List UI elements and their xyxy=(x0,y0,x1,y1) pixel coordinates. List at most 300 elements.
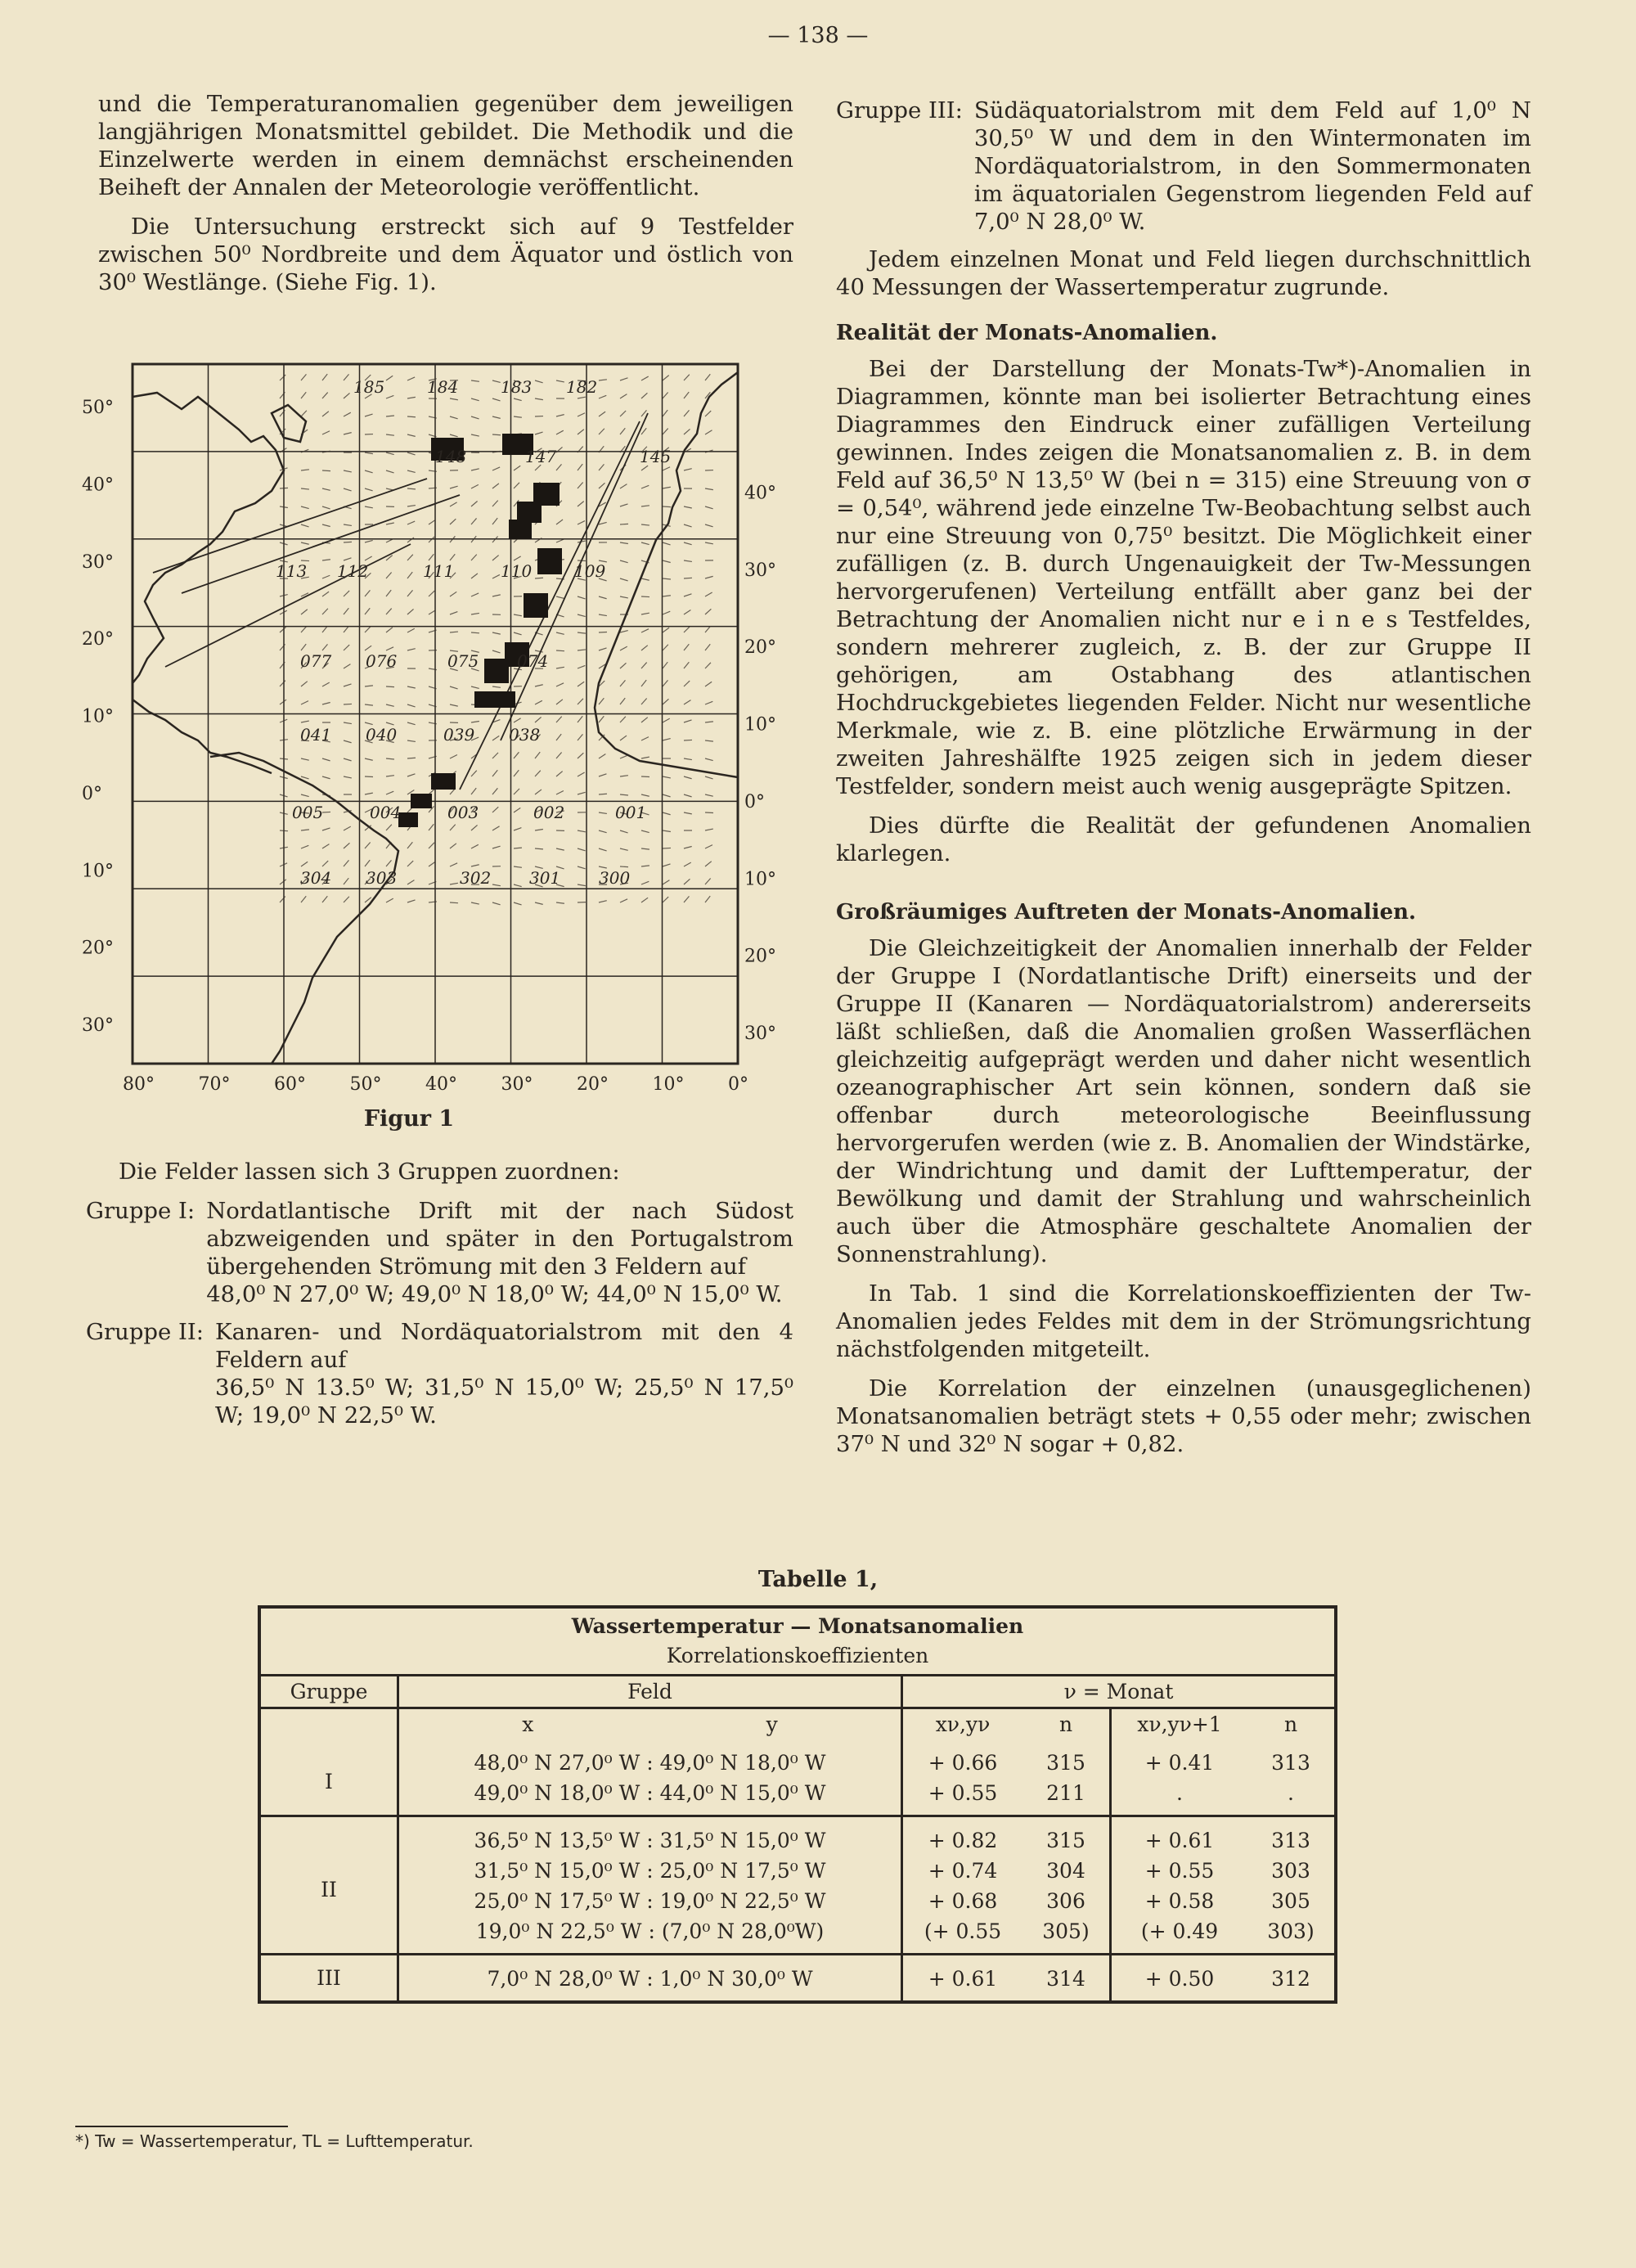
current-arrow xyxy=(578,413,585,416)
current-arrow xyxy=(535,752,540,758)
current-arrow xyxy=(344,645,349,650)
field-number: 002 xyxy=(533,803,565,822)
current-arrow xyxy=(641,794,649,796)
current-arrow xyxy=(322,844,329,848)
current-arrow xyxy=(641,524,649,525)
current-arrow xyxy=(322,431,330,434)
current-arrow xyxy=(450,704,458,706)
current-arrow xyxy=(322,470,330,471)
current-arrow xyxy=(684,720,692,722)
table-body xyxy=(259,1739,1336,2002)
current-arrow xyxy=(684,524,692,527)
n-next-cell: 313 xyxy=(1271,1829,1310,1852)
latitude-label: 0° xyxy=(744,791,765,812)
feld-cell: 19,0⁰ N 22,5⁰ W : (7,0⁰ N 28,0⁰W) xyxy=(398,1916,902,1955)
current-arrow xyxy=(492,650,501,653)
current-arrow xyxy=(684,610,690,614)
current-arrow xyxy=(684,410,690,416)
current-arrow xyxy=(344,608,348,614)
current-arrow xyxy=(620,631,628,632)
current-arrow xyxy=(620,736,627,740)
field-number: 004 xyxy=(370,803,402,822)
current-arrow xyxy=(599,830,607,833)
latitude-labels-left xyxy=(82,398,114,1036)
current-arrow xyxy=(578,521,585,524)
current-arrow xyxy=(450,825,456,830)
current-arrow xyxy=(301,758,309,760)
current-arrow xyxy=(492,902,501,905)
current-arrow xyxy=(471,555,477,560)
current-arrow xyxy=(684,560,692,561)
current-arrow xyxy=(641,737,649,740)
current-arrow xyxy=(599,754,605,758)
current-arrow xyxy=(492,416,501,418)
current-arrow xyxy=(492,484,499,488)
longitude-label: 50° xyxy=(349,1074,382,1095)
current-arrow xyxy=(301,862,308,866)
field-number: 111 xyxy=(423,561,455,581)
current-arrow xyxy=(365,793,373,794)
paragraph: Die Untersuchung erstreckt sich auf 9 Testfelder zwischen 50⁰ Nordbreite und dem Äquator und östlich von 30⁰ Westlänge. (Siehe Fig. 1). xyxy=(98,214,793,295)
current-arrow xyxy=(641,596,649,597)
current-arrow xyxy=(514,416,522,417)
table-row xyxy=(259,1886,1336,1916)
current-arrow xyxy=(705,776,713,779)
current-arrow xyxy=(450,398,458,400)
table-heading: Wassertemperatur — Monatsanomalien Korrelationskoeffizienten xyxy=(571,1614,1024,1667)
current-arrow xyxy=(344,758,352,761)
latitude-label: 30° xyxy=(744,560,776,581)
current-arrow xyxy=(663,376,669,380)
n-cell: 315 xyxy=(1022,1816,1111,1856)
current-arrow xyxy=(492,788,497,794)
current-arrow xyxy=(599,464,604,470)
current-arrow xyxy=(641,466,648,470)
section-heading: Realität der Monats-Anomalien. xyxy=(836,321,1218,345)
table-row xyxy=(259,1816,1336,1856)
latitude-label: 10° xyxy=(82,861,114,882)
current-arrow xyxy=(705,524,713,527)
current-arrow xyxy=(705,862,712,866)
group-2 xyxy=(86,1318,793,1429)
current-arrow xyxy=(620,411,626,416)
longitude-label: 40° xyxy=(425,1074,457,1095)
current-arrow xyxy=(301,644,306,650)
current-arrow xyxy=(450,592,456,596)
current-arrow xyxy=(407,397,416,398)
current-arrow xyxy=(663,699,668,704)
current-arrow xyxy=(407,538,414,542)
current-arrow xyxy=(663,776,671,778)
ship-tracks xyxy=(153,413,648,790)
current-arrow xyxy=(684,847,692,848)
feld-cell: 7,0⁰ N 28,0⁰ W : 1,0⁰ N 30,0⁰ W xyxy=(398,1955,902,2003)
current-arrow xyxy=(344,722,352,724)
longitude-label: 70° xyxy=(198,1074,231,1095)
current-arrow xyxy=(599,395,606,398)
latitude-label: 20° xyxy=(744,946,776,967)
n-next-cell: . xyxy=(1288,1781,1294,1805)
current-arrow xyxy=(301,506,309,509)
current-arrow xyxy=(535,398,543,400)
current-arrow xyxy=(322,794,330,796)
current-arrow xyxy=(578,483,583,488)
current-arrow xyxy=(407,590,413,596)
current-arrow xyxy=(407,722,416,725)
current-arrow xyxy=(386,395,393,398)
current-arrow xyxy=(663,645,668,650)
current-arrow xyxy=(514,632,522,635)
current-arrow xyxy=(684,776,692,779)
current-arrow xyxy=(450,502,457,506)
current-arrow xyxy=(429,610,436,614)
latitude-label: 20° xyxy=(744,637,776,659)
current-arrow xyxy=(663,542,671,545)
current-arrow xyxy=(492,686,501,687)
current-arrow xyxy=(429,591,434,596)
n-next-cell: 303) xyxy=(1267,1919,1315,1943)
field-number: 302 xyxy=(460,868,492,888)
current-arrow xyxy=(386,376,393,380)
current-arrow xyxy=(556,650,564,651)
longitude-label: 60° xyxy=(274,1074,306,1095)
n-cell: 306 xyxy=(1022,1886,1111,1916)
current-arrow xyxy=(386,704,394,706)
current-arrow xyxy=(365,627,371,632)
current-arrow xyxy=(641,898,648,902)
current-arrow xyxy=(386,842,391,848)
footnote: *) Tw = Wassertemperatur, TL = Lufttemperatur. xyxy=(75,2131,474,2151)
current-arrow xyxy=(471,788,476,794)
current-arrow xyxy=(514,398,522,401)
current-arrow xyxy=(386,686,394,687)
current-arrow xyxy=(344,488,352,491)
current-arrow xyxy=(301,392,306,398)
current-arrow xyxy=(684,812,692,814)
current-arrow xyxy=(344,524,352,525)
current-arrow xyxy=(599,812,607,813)
current-arrow xyxy=(620,717,626,722)
current-arrow xyxy=(471,865,479,866)
current-arrow xyxy=(322,776,330,779)
current-arrow xyxy=(663,487,671,488)
feld-cell: 49,0⁰ N 18,0⁰ W : 44,0⁰ N 15,0⁰ W xyxy=(398,1778,902,1816)
field-number: 040 xyxy=(366,725,398,745)
n-cell: 314 xyxy=(1022,1955,1111,2003)
field-number: 184 xyxy=(427,377,459,397)
current-arrow xyxy=(578,430,584,434)
current-arrow xyxy=(344,470,352,472)
current-arrow xyxy=(322,896,327,902)
current-arrow xyxy=(620,394,627,398)
current-arrow xyxy=(322,861,328,866)
current-arrow xyxy=(578,772,585,776)
current-arrow xyxy=(514,718,521,722)
n-next-cell: 305 xyxy=(1271,1889,1310,1913)
current-arrow xyxy=(663,506,671,507)
corr-cell: + 0.66 xyxy=(928,1751,998,1775)
current-arrow xyxy=(641,613,649,614)
current-arrow xyxy=(365,608,370,614)
table-row xyxy=(259,1916,1336,1955)
current-arrow xyxy=(407,628,415,632)
current-arrow xyxy=(535,902,543,904)
current-arrow xyxy=(365,898,371,902)
field-number: 005 xyxy=(292,803,324,822)
field-number: 303 xyxy=(366,868,398,888)
current-arrow xyxy=(386,791,393,794)
current-arrow xyxy=(280,681,285,686)
current-arrow xyxy=(535,432,543,434)
latitude-label: 0° xyxy=(82,783,102,804)
field-number: 076 xyxy=(366,651,398,671)
current-arrow xyxy=(280,758,288,759)
current-arrow xyxy=(492,770,497,776)
current-arrow xyxy=(365,843,371,848)
current-arrow xyxy=(620,698,625,704)
current-arrow xyxy=(684,469,692,470)
current-arrow xyxy=(322,374,327,380)
corr-cell: + 0.82 xyxy=(928,1829,998,1852)
current-arrow xyxy=(514,483,519,488)
current-arrow xyxy=(578,716,582,722)
group-text: Nordatlantische Drift mit der nach Südost abzweigenden und später in den Portugalstrom übergehenden Strömung mit den 3 Feldern auf 48,0⁰ N 27,0⁰ W; 49,0⁰ N 18,0⁰ W; 44,0⁰ N 15,0⁰ W. xyxy=(206,1198,793,1307)
group-cell: I xyxy=(259,1739,398,1816)
current-arrow xyxy=(492,467,500,470)
current-arrow xyxy=(663,830,671,832)
right-column xyxy=(836,97,1531,1469)
map-grid xyxy=(133,364,738,1064)
current-arrow xyxy=(663,410,667,416)
latitude-label: 10° xyxy=(744,714,776,736)
current-arrow xyxy=(344,826,351,830)
current-arrow xyxy=(322,524,330,527)
current-arrow xyxy=(556,632,564,634)
current-arrow xyxy=(641,428,646,434)
n-next-cell: 303 xyxy=(1271,1859,1310,1883)
current-arrow xyxy=(599,698,604,704)
current-arrow xyxy=(407,704,416,707)
latitude-label: 40° xyxy=(744,483,776,504)
current-arrow xyxy=(322,575,330,578)
current-arrow xyxy=(344,664,350,668)
feld-cell: 31,5⁰ N 15,0⁰ W : 25,0⁰ N 17,5⁰ W xyxy=(398,1856,902,1886)
current-arrow xyxy=(301,488,309,489)
current-arrow xyxy=(301,411,307,416)
field-number: 147 xyxy=(525,447,557,466)
current-arrow xyxy=(471,825,478,830)
current-arrow xyxy=(322,488,330,490)
group-cell: III xyxy=(259,1955,398,2003)
current-arrow xyxy=(578,596,586,599)
current-arrow xyxy=(407,649,416,650)
current-arrow xyxy=(578,632,586,633)
field-number: 183 xyxy=(501,377,533,397)
current-arrow xyxy=(322,506,330,509)
current-arrow xyxy=(578,464,582,470)
current-arrow xyxy=(620,646,627,650)
n-next-cell: 313 xyxy=(1271,1751,1310,1775)
corr-cell: + 0.68 xyxy=(928,1889,998,1913)
field-number: 038 xyxy=(509,725,541,745)
current-arrow xyxy=(514,614,522,616)
coastline-south-america xyxy=(210,753,398,1064)
current-arrow xyxy=(386,470,394,473)
section-heading: Großräumiges Auftreten der Monats-Anomalien. xyxy=(836,900,1417,925)
current-arrow xyxy=(280,375,285,380)
corr-cell: (+ 0.55 xyxy=(924,1919,1002,1943)
paragraph: In Tab. 1 sind die Korrelationskoeffizienten der Tw-Anomalien jedes Feldes mit dem in der Strömungsrichtung nächstfolgenden mitgeteilt. xyxy=(836,1280,1531,1362)
current-arrow xyxy=(641,410,646,416)
current-arrow xyxy=(471,632,479,633)
group-3 xyxy=(836,97,1531,236)
current-arrow xyxy=(578,502,584,506)
current-arrow xyxy=(705,430,712,434)
current-arrow xyxy=(450,519,456,524)
group-cell: II xyxy=(259,1816,398,1955)
current-arrow xyxy=(344,740,352,743)
current-arrow xyxy=(684,662,689,668)
current-arrow xyxy=(365,646,371,650)
current-arrow xyxy=(514,752,519,758)
current-arrow xyxy=(365,704,373,705)
current-arrow xyxy=(471,469,479,470)
current-arrow xyxy=(386,590,391,596)
current-arrow xyxy=(429,843,434,848)
current-arrow xyxy=(301,896,306,902)
current-arrow xyxy=(407,900,416,902)
current-arrow xyxy=(599,648,607,650)
current-arrow xyxy=(407,416,416,417)
current-arrow xyxy=(492,398,501,401)
current-arrow xyxy=(705,701,712,704)
current-arrow xyxy=(556,464,561,470)
current-arrow xyxy=(663,393,668,398)
current-arrow xyxy=(301,542,309,544)
current-arrow xyxy=(556,430,564,434)
current-arrow xyxy=(705,626,710,632)
current-arrow xyxy=(599,596,607,599)
current-arrow xyxy=(641,542,649,545)
current-arrow xyxy=(344,860,348,866)
current-arrow xyxy=(301,721,309,722)
current-arrow xyxy=(407,609,414,614)
field-number: 075 xyxy=(447,651,479,671)
current-arrow xyxy=(365,452,373,454)
longitude-labels xyxy=(123,1074,748,1095)
current-arrow xyxy=(620,596,628,598)
current-arrow xyxy=(684,758,692,760)
subheader: xν,yν xyxy=(935,1712,991,1736)
current-arrow xyxy=(514,789,519,794)
current-arrow xyxy=(344,412,351,416)
current-arrow xyxy=(492,556,499,560)
current-arrow xyxy=(535,848,543,849)
current-arrow xyxy=(365,776,373,777)
current-arrow xyxy=(684,879,690,884)
current-arrow xyxy=(641,680,646,686)
current-arrow xyxy=(344,776,352,778)
current-arrow xyxy=(471,434,479,436)
table-row xyxy=(259,1739,1336,1778)
current-arrow xyxy=(705,682,712,686)
current-arrow xyxy=(620,578,628,581)
group-label: Gruppe II: xyxy=(86,1319,204,1345)
current-arrow xyxy=(599,429,605,434)
paragraph: Die Korrelation der einzelnen (unausgeglichenen) Monatsanomalien beträgt stets + 0,55 oder mehr; zwischen 37⁰ N und 32⁰ N sogar + 0,82. xyxy=(836,1375,1531,1457)
current-arrow xyxy=(407,686,416,688)
current-arrow xyxy=(365,556,372,560)
corr-next-cell: + 0.55 xyxy=(1144,1859,1215,1883)
feld-cell: 48,0⁰ N 27,0⁰ W : 49,0⁰ N 18,0⁰ W xyxy=(398,1739,902,1778)
current-arrow xyxy=(471,518,477,524)
n-cell: 211 xyxy=(1022,1778,1111,1816)
current-arrow xyxy=(578,884,586,886)
current-arrow xyxy=(684,700,690,704)
current-arrow xyxy=(450,434,458,437)
current-arrow xyxy=(684,862,691,866)
current-arrow xyxy=(535,771,541,776)
current-arrow xyxy=(386,758,394,759)
current-arrow xyxy=(301,682,308,686)
current-arrow xyxy=(322,609,328,614)
current-arrow xyxy=(663,611,670,614)
latitude-label: 30° xyxy=(82,1015,114,1036)
current-arrow xyxy=(407,452,416,455)
current-arrow xyxy=(492,632,501,634)
current-arrow xyxy=(344,684,352,686)
current-arrow xyxy=(705,542,713,544)
current-arrow xyxy=(620,504,628,506)
current-arrow xyxy=(641,757,649,758)
current-arrow xyxy=(620,428,625,434)
field-number: 109 xyxy=(574,561,606,581)
current-arrow xyxy=(641,578,649,580)
subheader: n xyxy=(1022,1708,1111,1740)
current-arrow xyxy=(407,861,413,866)
current-arrow xyxy=(684,392,689,398)
current-arrow xyxy=(684,681,690,686)
subheader: n xyxy=(1283,1712,1298,1736)
current-arrow xyxy=(386,898,393,902)
current-arrow xyxy=(344,433,352,434)
current-arrow xyxy=(578,397,586,398)
current-arrow xyxy=(705,609,711,614)
current-arrow xyxy=(620,755,627,758)
current-arrow xyxy=(301,610,308,614)
latitude-label: 20° xyxy=(82,938,114,959)
current-arrow xyxy=(514,808,520,812)
table-title: Tabelle 1, xyxy=(757,1567,879,1592)
current-arrow xyxy=(429,824,434,830)
current-arrow xyxy=(535,685,543,686)
corr-next-cell: + 0.41 xyxy=(1144,1751,1215,1775)
current-arrow xyxy=(450,486,458,488)
map-figure xyxy=(75,348,787,1105)
current-arrow xyxy=(599,522,607,524)
page-number: — 138 — xyxy=(767,23,869,48)
current-arrow xyxy=(641,881,649,884)
current-arrow xyxy=(556,717,562,722)
current-arrow xyxy=(344,591,349,596)
current-arrow xyxy=(429,789,434,794)
current-arrow xyxy=(705,644,710,650)
current-arrow xyxy=(407,434,416,436)
longitude-label: 10° xyxy=(652,1074,685,1095)
current-arrow xyxy=(578,665,585,668)
current-arrow xyxy=(556,596,564,598)
current-arrow xyxy=(620,830,628,833)
